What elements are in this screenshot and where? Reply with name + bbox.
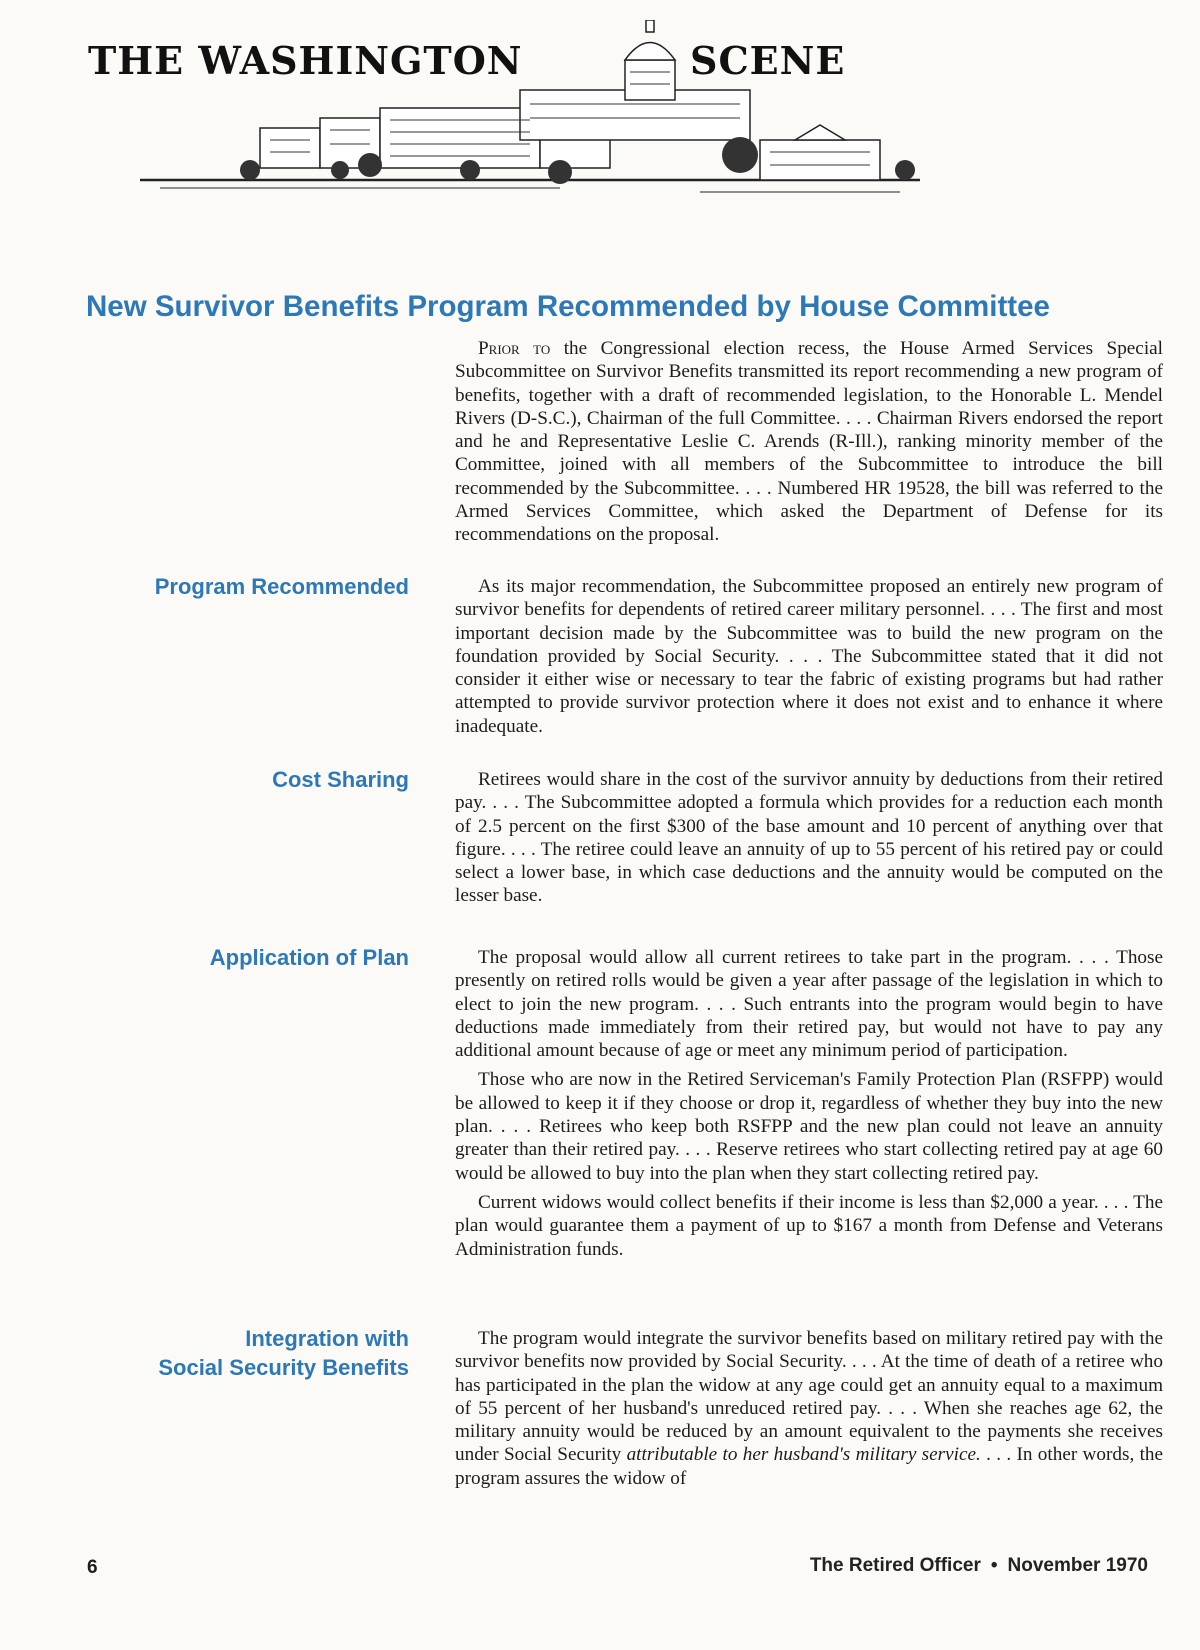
masthead-title-right: SCENE: [690, 38, 846, 83]
integration-section: [455, 1327, 1163, 1490]
sidehead-integration: [109, 1324, 409, 1382]
sidehead-integration-line2: Social Security Benefits: [158, 1355, 409, 1380]
sidehead-application-of-plan: Application of Plan: [209, 945, 409, 970]
application-paragraph-1: The proposal would allow all current retirees to take part in the program. . . . Those presently on retired rolls would be given a year after passage of the legislation in which to elect to join the new program. . . . Such entrants into the program would begin to have deductions made immediately from their retired pay, but would not have to pay any additional amount because of age or meet any minimum period of participation.: [455, 947, 1163, 1062]
intro-lead: Prior to: [478, 338, 551, 359]
masthead: [80, 20, 880, 200]
program-section: [455, 575, 1163, 738]
sidehead-cost-sharing: Cost Sharing: [272, 767, 409, 792]
program-paragraph: As its major recommendation, the Subcommittee proposed an entirely new program of survivor benefits for dependents of retired career military personnel. . . . The first and most important decision made by the Subcommittee was to build the new program on the foundation provided by Social Security. . . . The Subcommittee stated that it did not consider it either wise or necessary to tear the fabric of existing programs but had rather attempted to provide survivor protection where it does not exist and to enhance it where inadequate.: [455, 576, 1163, 737]
integration-text-2: . . . In other words, the program assures the widow of: [455, 1444, 1164, 1489]
separator-bullet: •: [990, 1555, 998, 1576]
cost-section: [455, 768, 1163, 908]
integration-italic: attributable to her husband's military service.: [626, 1444, 981, 1466]
cost-paragraph: Retirees would share in the cost of the survivor annuity by deductions from their retired pay. . . . The Subcommittee adopted a formula which provides for a reduction each month of 2.5 percent on the first $300 of the base amount and 10 percent of anything over that figure. . . . The retiree could leave an annuity of up to 55 percent of his retired pay or could select a lower base, in which case deductions and the annuity would be computed on the lesser base.: [455, 769, 1163, 907]
masthead-title-left: THE WASHINGTON: [88, 38, 523, 83]
intro-section: [455, 337, 1163, 547]
application-paragraph-2: Those who are now in the Retired Serviceman's Family Protection Plan (RSFPP) would be allowed to keep it if they choose or drop it, regardless of whether they buy into the new plan. . . . Retirees who keep both RSFPP and the new plan could not leave an annuity greater than their retired pay. . . . Reserve retirees who start collecting retired pay at age 60 would be allowed to buy into the plan when they start collecting retired pay.: [455, 1069, 1163, 1184]
article-title: New Survivor Benefits Program Recommended by House Committee: [86, 290, 1050, 323]
application-paragraph-3: Current widows would collect benefits if their income is less than $2,000 a year. . . . The plan would guarantee them a payment of up to $167 a month from Defense and Veterans Administration funds.: [455, 1191, 1163, 1260]
intro-text: the Congressional election recess, the House Armed Services Special Subcommittee on Survivor Benefits transmitted its report recommending a new program of benefits, together with a draft of recommended legislation, to the Honorable L. Mendel Rivers (D-S.C.), Chairman of the full Committee. . . . Chairman Rivers endorsed the report and he and Representative Leslie C. Arends (R-Ill.), ranking minority member of the Committee, joined with all members of the Subcommittee to introduce the bill recommended by the Subcommittee. . . . Numbered HR 19528, the bill was referred to the Armed Services Committee, which asked the Department of Defense for its recommendations on the proposal.: [455, 338, 1163, 546]
page-number: 6: [87, 1557, 98, 1578]
integration-paragraph: [455, 1327, 1163, 1490]
issue-date: November 1970: [1007, 1555, 1148, 1576]
application-section: [455, 946, 1163, 1261]
footer-publication-line: [810, 1555, 1148, 1577]
integration-text-1: The program would integrate the survivor benefits based on military retired pay with the survivor benefits now provided by Social Security. . . . At the time of death of a retiree who has participated in the plan the widow at any age could get an annuity equal to a maximum of 55 percent of her husband's unreduced retired pay. . . . When she reaches age 62, the military annuity would be reduced by an amount equivalent to the payments she receives under Social Security: [455, 1328, 1163, 1466]
intro-paragraph: [455, 337, 1163, 547]
sidehead-integration-line1: Integration with: [245, 1326, 409, 1351]
sidehead-program-recommended: Program Recommended: [154, 574, 409, 599]
publication-name: The Retired Officer: [809, 1555, 981, 1576]
